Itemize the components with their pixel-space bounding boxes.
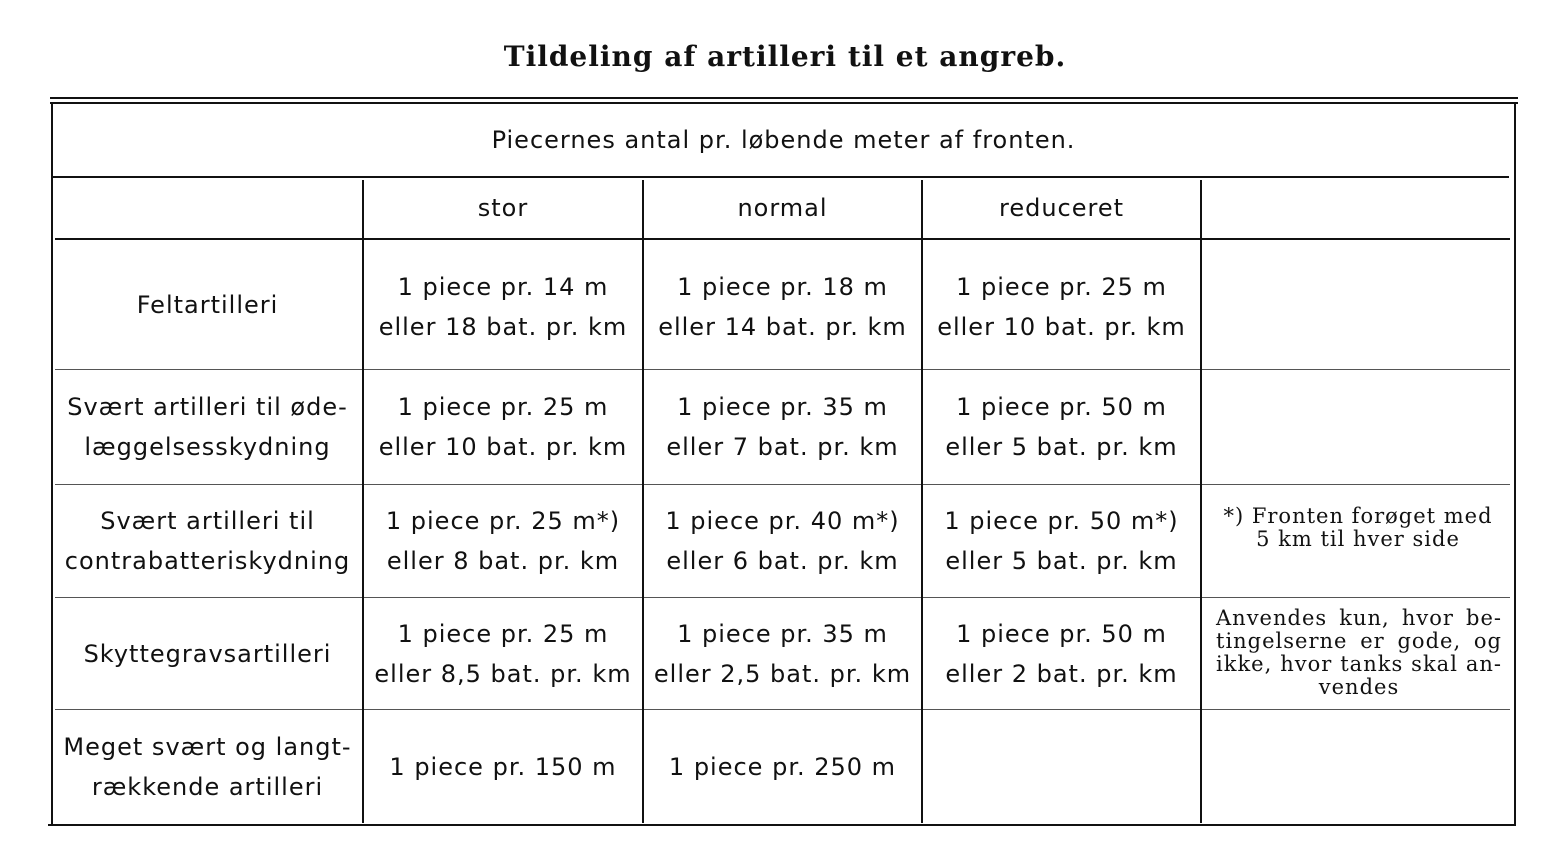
col-header-normal: normal [737,194,828,222]
cell-reduceret: 1 piece pr. 50 m eller 2 bat. pr. km [945,619,1178,688]
cell-normal: 1 piece pr. 35 m eller 7 bat. pr. km [666,393,899,461]
row-label: Skyttegravsartilleri [83,639,332,668]
row-label: Meget svært og langt- rækkende artilleri [63,733,352,801]
table-header: Piecernes antal pr. løbende meter af fronten. [491,126,1076,154]
bottom-rule [48,824,1516,826]
cell-reduceret: 1 piece pr. 25 m eller 10 bat. pr. km [937,272,1186,341]
row-label: Svært artilleri til øde- læggelsesskydning [67,393,348,461]
top-rule [50,97,1518,99]
row-label: Svært artilleri til contrabatteriskydning [64,507,351,575]
col-header-reduceret: reduceret [998,194,1125,222]
cell-stor: 1 piece pr. 150 m [389,753,617,781]
cell-stor: 1 piece pr. 25 m eller 8,5 bat. pr. km [374,619,632,688]
col-header-stor: stor [477,194,529,222]
col-divider-4 [1200,180,1202,823]
cell-stor: 1 piece pr. 25 m eller 10 bat. pr. km [378,393,628,461]
row-label: Feltartilleri [136,290,279,319]
cell-stor: 1 piece pr. 14 m eller 18 bat. pr. km [378,272,628,341]
table-right-border [1514,104,1516,825]
cell-normal: 1 piece pr. 18 m eller 14 bat. pr. km [658,272,907,341]
cell-normal: 1 piece pr. 35 m eller 2,5 bat. pr. km [653,619,912,688]
remark-cell: Anvendes kun, hvor be- tingelserne er gode, og ikke, hvor tanks skal an- vendes [1216,606,1502,699]
footnote-cell: *) Fronten forøget med 5 km til hver side [1223,504,1493,551]
cell-normal: 1 piece pr. 250 m [668,753,897,781]
cell-normal: 1 piece pr. 40 m*) eller 6 bat. pr. km [665,507,900,575]
page-title: Tildeling af artilleri til et angreb. [503,40,1067,73]
cell-reduceret: 1 piece pr. 50 m*) eller 5 bat. pr. km [944,507,1179,575]
cell-reduceret: 1 piece pr. 50 m eller 5 bat. pr. km [945,393,1178,461]
cell-stor: 1 piece pr. 25 m*) eller 8 bat. pr. km [385,507,621,575]
